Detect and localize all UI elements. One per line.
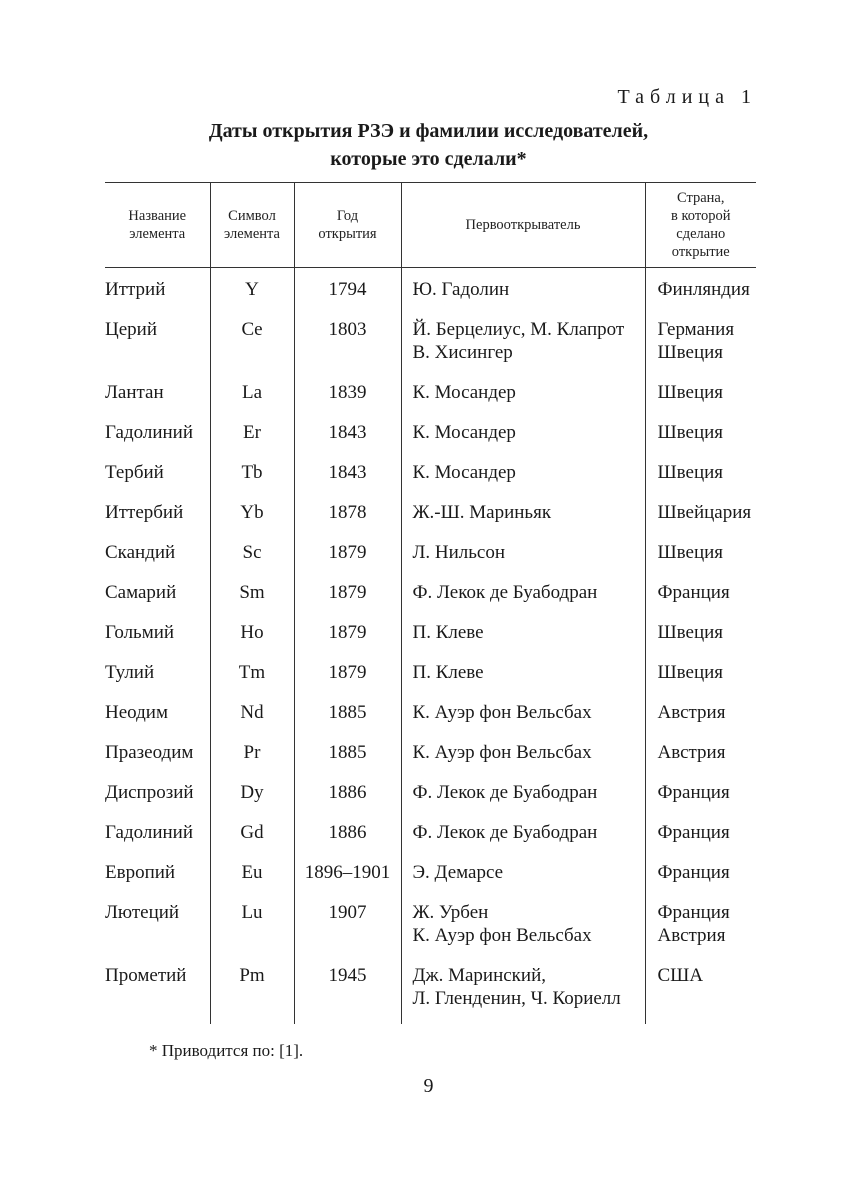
element-name-cell: Иттербий xyxy=(105,502,184,523)
table-row xyxy=(105,781,756,821)
discoverer-line: Ф. Лекок де Буабодран xyxy=(412,782,598,803)
country-line: Швеция xyxy=(657,422,724,443)
discoverer-line: Л. Нильсон xyxy=(412,542,506,563)
header-country: Страна, в которой сделано открытие xyxy=(645,183,756,268)
element-symbol-cell: Gd xyxy=(210,821,294,861)
country-line: Франция xyxy=(657,822,730,843)
discoverer-line: Ж. Урбен xyxy=(412,902,489,923)
country-line: Австрия xyxy=(657,742,726,763)
discoverer-line: Л. Гленденин, Ч. Кориелл xyxy=(412,988,621,1009)
discovery-table xyxy=(105,182,756,1024)
element-symbol-cell: Yb xyxy=(210,501,294,541)
header-discovery-year: Год открытия xyxy=(294,183,401,268)
element-name-cell: Лютеций xyxy=(105,902,180,923)
table-row xyxy=(105,701,756,741)
discoverer-line: К. Ауэр фон Вельсбах xyxy=(412,742,592,763)
header-discoverer: Первооткрыватель xyxy=(401,183,645,268)
table-title-line-1: Даты открытия РЗЭ и фамилии исследователей, xyxy=(208,120,649,142)
discovery-year-cell: 1886 xyxy=(294,781,401,821)
discoverer-cell xyxy=(401,541,645,581)
country-cell xyxy=(645,964,756,1024)
country-cell xyxy=(645,661,756,701)
element-name-cell: Прометий xyxy=(105,965,187,986)
table-row xyxy=(105,861,756,901)
element-symbol-cell: Sc xyxy=(210,541,294,581)
discoverer-cell xyxy=(401,381,645,421)
discoverer-cell xyxy=(401,901,645,964)
discovery-year-cell: 1885 xyxy=(294,701,401,741)
element-name-cell: Скандий xyxy=(105,542,176,563)
table-row xyxy=(105,621,756,661)
discoverer-cell xyxy=(401,501,645,541)
country-cell xyxy=(645,318,756,381)
header-element-name: Название элемента xyxy=(105,183,210,268)
discoverer-cell xyxy=(401,661,645,701)
discoverer-cell xyxy=(401,861,645,901)
discoverer-line: К. Ауэр фон Вельсбах xyxy=(412,702,592,723)
table-row xyxy=(105,541,756,581)
country-cell xyxy=(645,541,756,581)
discoverer-cell xyxy=(401,964,645,1024)
header-element-symbol: Символ элемента xyxy=(210,183,294,268)
discovery-year-cell: 1839 xyxy=(294,381,401,421)
table-row xyxy=(105,821,756,861)
element-symbol-cell: Pm xyxy=(210,964,294,1024)
country-cell xyxy=(645,461,756,501)
element-name-cell: Неодим xyxy=(105,702,168,723)
discovery-year-cell: 1945 xyxy=(294,964,401,1024)
country-cell xyxy=(645,821,756,861)
discovery-year-cell: 1879 xyxy=(294,581,401,621)
discovery-year-cell: 1907 xyxy=(294,901,401,964)
country-cell xyxy=(645,901,756,964)
discovery-year-cell: 1885 xyxy=(294,741,401,781)
country-line: Франция xyxy=(657,582,730,603)
discovery-year-cell: 1843 xyxy=(294,461,401,501)
country-cell xyxy=(645,701,756,741)
element-name-cell: Церий xyxy=(105,319,157,340)
country-line: Австрия xyxy=(657,702,726,723)
table-row xyxy=(105,381,756,421)
table-row xyxy=(105,318,756,381)
discoverer-line: П. Клеве xyxy=(412,662,484,683)
discoverer-line: Э. Демарсе xyxy=(412,862,504,883)
country-line: Франция xyxy=(657,902,730,923)
country-line: Финляндия xyxy=(657,279,750,300)
table-row xyxy=(105,741,756,781)
country-line: США xyxy=(657,965,704,986)
element-symbol-cell: Tb xyxy=(210,461,294,501)
discoverer-cell xyxy=(401,621,645,661)
country-line: Швеция xyxy=(657,342,724,363)
discoverer-line: К. Ауэр фон Вельсбах xyxy=(412,925,592,946)
country-line: Швеция xyxy=(657,622,724,643)
table-row xyxy=(105,461,756,501)
discovery-year-cell: 1879 xyxy=(294,541,401,581)
element-symbol-cell: Lu xyxy=(210,901,294,964)
element-name-cell: Гольмий xyxy=(105,622,175,643)
discovery-year-cell: 1879 xyxy=(294,661,401,701)
discoverer-cell xyxy=(401,581,645,621)
country-line: Австрия xyxy=(657,925,726,946)
table-row xyxy=(105,421,756,461)
element-name-cell: Диспрозий xyxy=(105,782,194,803)
element-symbol-cell: Pr xyxy=(210,741,294,781)
table-header-row xyxy=(105,183,756,268)
footnote: * Приводится по: [1]. xyxy=(149,1041,304,1060)
element-symbol-cell: Ho xyxy=(210,621,294,661)
element-name-cell: Иттрий xyxy=(105,279,166,300)
discoverer-cell xyxy=(401,318,645,381)
country-line: Германия xyxy=(657,319,735,340)
element-symbol-cell: Sm xyxy=(210,581,294,621)
discovery-year-cell: 1886 xyxy=(294,821,401,861)
country-cell xyxy=(645,268,756,319)
table-row xyxy=(105,581,756,621)
element-symbol-cell: Y xyxy=(210,268,294,319)
element-name-cell: Гадолиний xyxy=(105,822,194,843)
country-cell xyxy=(645,501,756,541)
page-number: 9 xyxy=(423,1075,434,1097)
discoverer-line: П. Клеве xyxy=(412,622,484,643)
table-title-line-2: которые это сделали* xyxy=(330,148,527,170)
discoverer-line: Дж. Маринский, xyxy=(412,965,547,986)
table-row xyxy=(105,268,756,319)
element-symbol-cell: Dy xyxy=(210,781,294,821)
discoverer-line: К. Мосандер xyxy=(412,462,516,483)
country-line: Франция xyxy=(657,862,730,883)
discoverer-cell xyxy=(401,741,645,781)
country-cell xyxy=(645,621,756,661)
country-cell xyxy=(645,421,756,461)
element-symbol-cell: Tm xyxy=(210,661,294,701)
country-line: Швеция xyxy=(657,382,724,403)
table-row xyxy=(105,661,756,701)
discoverer-cell xyxy=(401,781,645,821)
element-symbol-cell: Nd xyxy=(210,701,294,741)
table-row xyxy=(105,501,756,541)
country-line: Швеция xyxy=(657,662,724,683)
country-line: Швейцария xyxy=(657,502,752,523)
discovery-year-cell: 1879 xyxy=(294,621,401,661)
discoverer-line: Ж.-Ш. Мариньяк xyxy=(412,502,552,523)
discoverer-cell xyxy=(401,461,645,501)
discoverer-cell xyxy=(401,821,645,861)
discovery-year-cell: 1843 xyxy=(294,421,401,461)
discovery-year-cell: 1803 xyxy=(294,318,401,381)
discoverer-cell xyxy=(401,701,645,741)
table-body xyxy=(105,268,756,1025)
discoverer-line: Ю. Гадолин xyxy=(412,279,510,300)
element-name-cell: Тербий xyxy=(105,462,164,483)
discovery-year-cell: 1878 xyxy=(294,501,401,541)
discoverer-line: Ф. Лекок де Буабодран xyxy=(412,822,598,843)
country-line: Швеция xyxy=(657,462,724,483)
element-name-cell: Самарий xyxy=(105,582,177,603)
country-cell xyxy=(645,741,756,781)
element-name-cell: Тулий xyxy=(105,662,155,683)
element-symbol-cell: La xyxy=(210,381,294,421)
table-row xyxy=(105,901,756,964)
discoverer-line: Й. Берцелиус, М. Клапрот xyxy=(412,319,625,340)
discoverer-line: В. Хисингер xyxy=(412,342,513,363)
discovery-year-cell: 1896–1901 xyxy=(294,861,401,901)
country-line: Швеция xyxy=(657,542,724,563)
element-name-cell: Гадолиний xyxy=(105,422,194,443)
table-title xyxy=(0,117,857,173)
element-symbol-cell: Eu xyxy=(210,861,294,901)
element-name-cell: Празеодим xyxy=(105,742,194,763)
discoverer-line: Ф. Лекок де Буабодран xyxy=(412,582,598,603)
country-cell xyxy=(645,381,756,421)
country-cell xyxy=(645,781,756,821)
discoverer-cell xyxy=(401,268,645,319)
country-line: Франция xyxy=(657,782,730,803)
element-symbol-cell: Er xyxy=(210,421,294,461)
country-cell xyxy=(645,581,756,621)
discoverer-cell xyxy=(401,421,645,461)
discoverer-line: К. Мосандер xyxy=(412,382,516,403)
discoverer-line: К. Мосандер xyxy=(412,422,516,443)
discovery-year-cell: 1794 xyxy=(294,268,401,319)
element-name-cell: Лантан xyxy=(105,382,164,403)
country-cell xyxy=(645,861,756,901)
table-label: Таблица 1 xyxy=(617,86,757,108)
table-row xyxy=(105,964,756,1024)
element-symbol-cell: Ce xyxy=(210,318,294,381)
element-name-cell: Европий xyxy=(105,862,176,883)
